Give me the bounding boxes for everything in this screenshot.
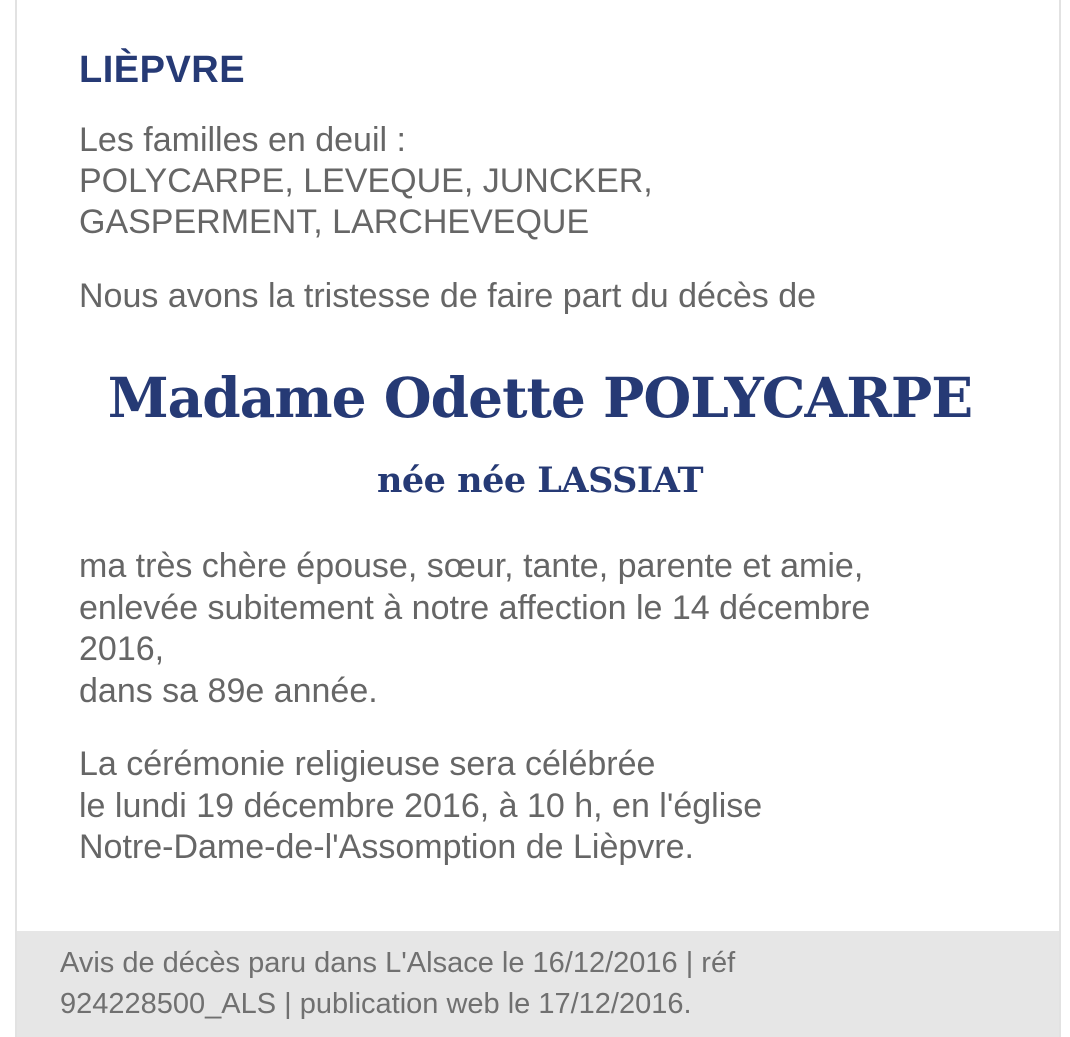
details-line: dans sa 89e année. [79, 671, 378, 710]
families-line: POLYCARPE, LEVEQUE, JUNCKER, [79, 162, 653, 200]
footer-line: Avis de décès paru dans L'Alsace le 16/12/2016 | réf [60, 947, 736, 979]
intro-text: Nous avons la tristesse de faire part du décès de [79, 277, 817, 315]
details-line: 2016, [79, 630, 165, 668]
details-line: ma très chère épouse, sœur, tante, parente et amie, [79, 547, 864, 585]
city-heading: LIÈPVRE [79, 49, 246, 91]
publication-info [60, 943, 735, 1025]
publication-footer [17, 931, 1059, 1037]
mourning-families [79, 120, 653, 243]
ceremony-info [79, 744, 762, 869]
deceased-details [79, 546, 870, 712]
footer-line: 924228500_ALS | publication web le 17/12/2016. [60, 988, 692, 1020]
maiden-name: née née LASSIAT [376, 460, 704, 501]
deceased-name: Madame Odette POLYCARPE [107, 365, 973, 430]
details-line: enlevée subitement à notre affection le 14 décembre [79, 588, 871, 627]
ceremony-line: Notre-Dame-de-l'Assomption de Lièpvre. [79, 828, 694, 866]
ceremony-line: La cérémonie religieuse sera célébrée [79, 745, 656, 783]
families-line: GASPERMENT, LARCHEVEQUE [79, 203, 590, 241]
families-line: Les familles en deuil : [79, 121, 406, 159]
obituary-card [15, 0, 1061, 1037]
ceremony-line: le lundi 19 décembre 2016, à 10 h, en l'église [79, 786, 763, 825]
